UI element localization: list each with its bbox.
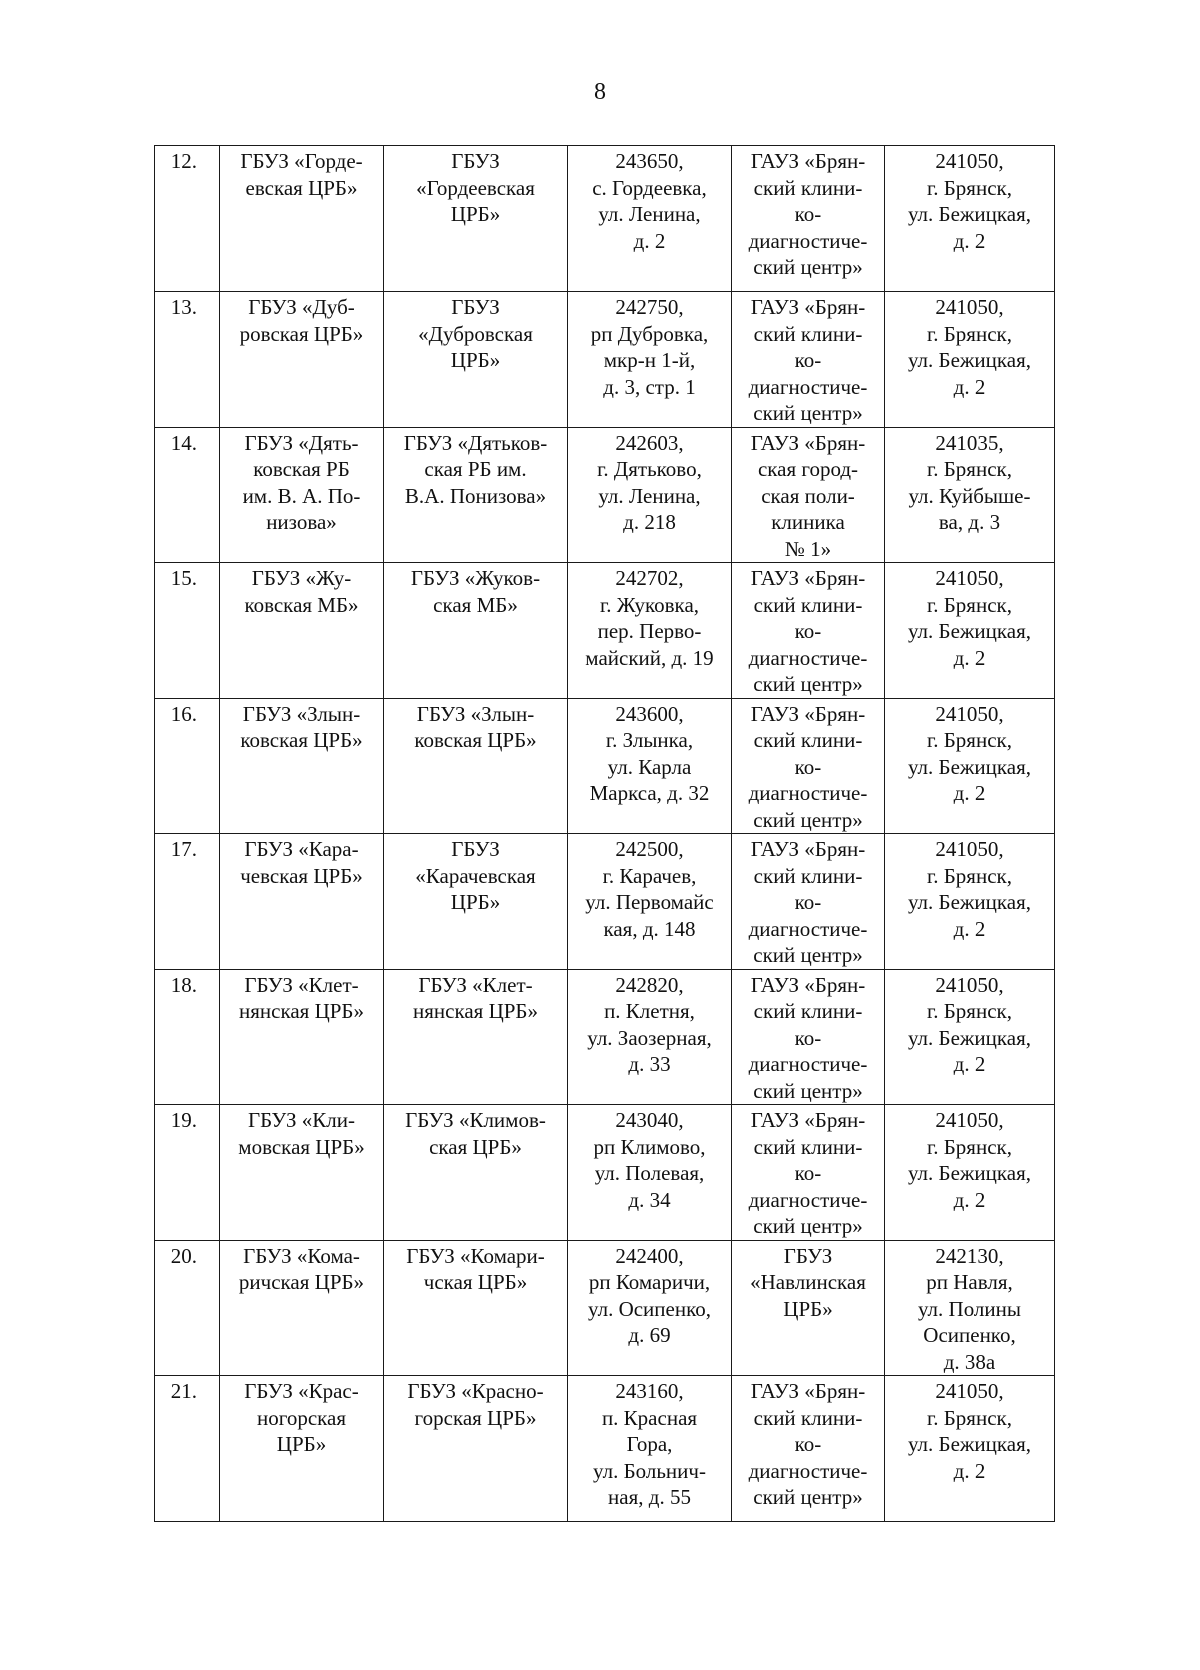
unit-cell: ГБУЗ «Дубровская ЦРБ» [384, 292, 568, 428]
center-address-cell: 241050, г. Брянск, ул. Бежицкая, д. 2 [885, 146, 1055, 292]
unit-cell: ГБУЗ «Комари- чская ЦРБ» [384, 1240, 568, 1376]
row-number-cell: 20. [155, 1240, 220, 1376]
row-number-cell: 15. [155, 563, 220, 699]
organization-cell: ГБУЗ «Клет- нянская ЦРБ» [220, 969, 384, 1105]
table-row [155, 1105, 1055, 1241]
unit-cell: ГБУЗ «Жуков- ская МБ» [384, 563, 568, 699]
row-number-cell: 19. [155, 1105, 220, 1241]
center-cell: ГАУЗ «Брян- ская город- ская поли- клиника № 1» [732, 427, 885, 563]
row-number-cell: 12. [155, 146, 220, 292]
center-address-cell: 241050, г. Брянск, ул. Бежицкая, д. 2 [885, 292, 1055, 428]
center-address-cell: 241050, г. Брянск, ул. Бежицкая, д. 2 [885, 563, 1055, 699]
address-cell: 242702, г. Жуковка, пер. Перво- майский, д. 19 [568, 563, 732, 699]
unit-cell: ГБУЗ «Дятьков- ская РБ им. В.А. Понизова» [384, 427, 568, 563]
organization-cell: ГБУЗ «Дуб- ровская ЦРБ» [220, 292, 384, 428]
organization-cell: ГБУЗ «Жу- ковская МБ» [220, 563, 384, 699]
address-cell: 242603, г. Дятьково, ул. Ленина, д. 218 [568, 427, 732, 563]
table-row [155, 1376, 1055, 1522]
center-address-cell: 241050, г. Брянск, ул. Бежицкая, д. 2 [885, 834, 1055, 970]
table-row [155, 1240, 1055, 1376]
center-cell: ГАУЗ «Брян- ский клини- ко- диагностиче- ский центр» [732, 969, 885, 1105]
center-address-cell: 241050, г. Брянск, ул. Бежицкая, д. 2 [885, 1376, 1055, 1522]
address-cell: 243650, с. Гордеевка, ул. Ленина, д. 2 [568, 146, 732, 292]
center-cell: ГАУЗ «Брян- ский клини- ко- диагностиче- ский центр» [732, 1376, 885, 1522]
table-row [155, 146, 1055, 292]
center-cell: ГАУЗ «Брян- ский клини- ко- диагностиче- ский центр» [732, 834, 885, 970]
row-number-cell: 17. [155, 834, 220, 970]
table-row [155, 563, 1055, 699]
row-number-cell: 16. [155, 698, 220, 834]
row-number-cell: 21. [155, 1376, 220, 1522]
center-cell: ГАУЗ «Брян- ский клини- ко- диагностиче- ский центр» [732, 292, 885, 428]
address-cell: 243040, рп Климово, ул. Полевая, д. 34 [568, 1105, 732, 1241]
table-row [155, 292, 1055, 428]
center-cell: ГАУЗ «Брян- ский клини- ко- диагностиче- ский центр» [732, 146, 885, 292]
unit-cell: ГБУЗ «Клет- нянская ЦРБ» [384, 969, 568, 1105]
address-cell: 242820, п. Клетня, ул. Заозерная, д. 33 [568, 969, 732, 1105]
unit-cell: ГБУЗ «Красно- горская ЦРБ» [384, 1376, 568, 1522]
center-cell: ГАУЗ «Брян- ский клини- ко- диагностиче- ский центр» [732, 698, 885, 834]
center-address-cell: 241035, г. Брянск, ул. Куйбыше- ва, д. 3 [885, 427, 1055, 563]
organization-cell: ГБУЗ «Злын- ковская ЦРБ» [220, 698, 384, 834]
organization-cell: ГБУЗ «Кара- чевская ЦРБ» [220, 834, 384, 970]
row-number-cell: 14. [155, 427, 220, 563]
center-address-cell: 241050, г. Брянск, ул. Бежицкая, д. 2 [885, 698, 1055, 834]
center-cell: ГАУЗ «Брян- ский клини- ко- диагностиче- ский центр» [732, 563, 885, 699]
center-address-cell: 241050, г. Брянск, ул. Бежицкая, д. 2 [885, 969, 1055, 1105]
page-number: 8 [594, 79, 606, 105]
table-row [155, 834, 1055, 970]
center-cell: ГАУЗ «Брян- ский клини- ко- диагностиче- ский центр» [732, 1105, 885, 1241]
center-address-cell: 242130, рп Навля, ул. Полины Осипенко, д. 38а [885, 1240, 1055, 1376]
table-row [155, 969, 1055, 1105]
row-number-cell: 13. [155, 292, 220, 428]
organization-cell: ГБУЗ «Кома- ричская ЦРБ» [220, 1240, 384, 1376]
row-number-cell: 18. [155, 969, 220, 1105]
address-cell: 243160, п. Красная Гора, ул. Больнич- ная, д. 55 [568, 1376, 732, 1522]
address-cell: 242750, рп Дубровка, мкр-н 1-й, д. 3, стр. 1 [568, 292, 732, 428]
address-cell: 242400, рп Комаричи, ул. Осипенко, д. 69 [568, 1240, 732, 1376]
center-cell: ГБУЗ «Навлинская ЦРБ» [732, 1240, 885, 1376]
center-address-cell: 241050, г. Брянск, ул. Бежицкая, д. 2 [885, 1105, 1055, 1241]
address-cell: 242500, г. Карачев, ул. Первомайс кая, д. 148 [568, 834, 732, 970]
unit-cell: ГБУЗ «Карачевская ЦРБ» [384, 834, 568, 970]
unit-cell: ГБУЗ «Злын- ковская ЦРБ» [384, 698, 568, 834]
organization-cell: ГБУЗ «Горде- евская ЦРБ» [220, 146, 384, 292]
institutions-table [154, 145, 1055, 1522]
table-row [155, 427, 1055, 563]
address-cell: 243600, г. Злынка, ул. Карла Маркса, д. 32 [568, 698, 732, 834]
organization-cell: ГБУЗ «Крас- ногорская ЦРБ» [220, 1376, 384, 1522]
organization-cell: ГБУЗ «Дять- ковская РБ им. В. А. По- низова» [220, 427, 384, 563]
organization-cell: ГБУЗ «Кли- мовская ЦРБ» [220, 1105, 384, 1241]
table-row [155, 698, 1055, 834]
unit-cell: ГБУЗ «Климов- ская ЦРБ» [384, 1105, 568, 1241]
unit-cell: ГБУЗ «Гордеевская ЦРБ» [384, 146, 568, 292]
